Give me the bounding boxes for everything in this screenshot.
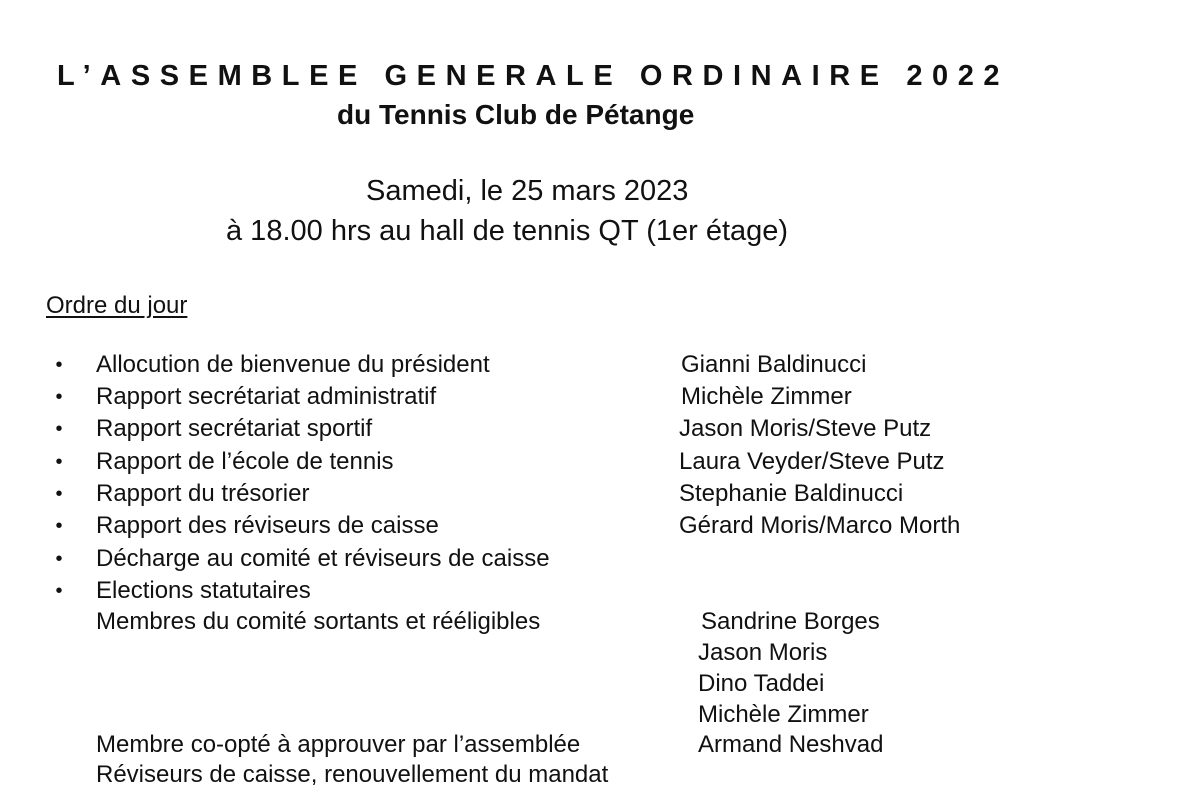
bullet-icon: • <box>55 354 63 376</box>
agenda-item-person: Laura Veyder/Steve Putz <box>679 448 945 475</box>
agenda-item-person: Gérard Moris/Marco Morth <box>679 512 961 539</box>
elections-outgoing-row <box>0 637 1200 668</box>
outgoing-member: Jason Moris <box>698 639 828 666</box>
agenda-item-person: Stephanie Baldinucci <box>679 480 904 507</box>
agenda-item <box>0 543 1200 575</box>
agenda-heading: Ordre du jour <box>46 292 188 319</box>
bullet-icon: • <box>55 515 63 537</box>
agenda-item-text: Rapport des réviseurs de caisse <box>96 512 439 539</box>
outgoing-member: Michèle Zimmer <box>698 701 869 728</box>
agenda-item <box>0 575 1200 607</box>
elections-outgoing-label: Membres du comité sortants et rééligibles <box>96 608 541 635</box>
agenda-item-text: Allocution de bienvenue du président <box>96 351 490 378</box>
agenda-item-text: Rapport secrétariat sportif <box>96 415 373 442</box>
agenda-item-text: Rapport de l’école de tennis <box>96 448 394 475</box>
elections-auditors-label: Réviseurs de caisse, renouvellement du mandat <box>96 761 609 788</box>
elections-outgoing-row <box>0 668 1200 699</box>
elections-coopted-row <box>0 729 1200 760</box>
bullet-icon: • <box>55 580 63 602</box>
agenda-item-text: Elections statutaires <box>96 577 311 604</box>
bullet-icon: • <box>55 483 63 505</box>
coopted-member: Armand Neshvad <box>698 731 884 758</box>
agenda-item-person: Jason Moris/Steve Putz <box>679 415 932 442</box>
elections-outgoing-row <box>0 606 1200 637</box>
bullet-icon: • <box>55 418 63 440</box>
agenda-item-text: Décharge au comité et réviseurs de caisse <box>96 545 550 572</box>
elections-outgoing-row <box>0 699 1200 730</box>
bullet-icon: • <box>55 386 63 408</box>
agenda-item <box>0 381 1200 413</box>
meeting-date: Samedi, le 25 mars 2023 <box>366 175 689 207</box>
elections-coopted-label: Membre co-opté à approuver par l’assemblée <box>96 731 581 758</box>
elections-auditors-row <box>0 759 1200 790</box>
outgoing-member: Dino Taddei <box>698 670 825 697</box>
agenda-item <box>0 478 1200 510</box>
document-subtitle: du Tennis Club de Pétange <box>337 99 695 130</box>
document-title: L’ASSEMBLEE GENERALE ORDINAIRE 2022 <box>57 60 1010 92</box>
agenda-item <box>0 349 1200 381</box>
outgoing-member: Sandrine Borges <box>701 608 880 635</box>
bullet-icon: • <box>55 548 63 570</box>
agenda-item-text: Rapport secrétariat administratif <box>96 383 437 410</box>
bullet-icon: • <box>55 451 63 473</box>
agenda-item <box>0 510 1200 542</box>
agenda-item-person: Michèle Zimmer <box>681 383 852 410</box>
agenda-item-person: Gianni Baldinucci <box>681 351 867 378</box>
agenda-item <box>0 413 1200 445</box>
meeting-place: à 18.00 hrs au hall de tennis QT (1er étage) <box>226 215 789 247</box>
agenda-item <box>0 446 1200 478</box>
agenda-item-text: Rapport du trésorier <box>96 480 310 507</box>
